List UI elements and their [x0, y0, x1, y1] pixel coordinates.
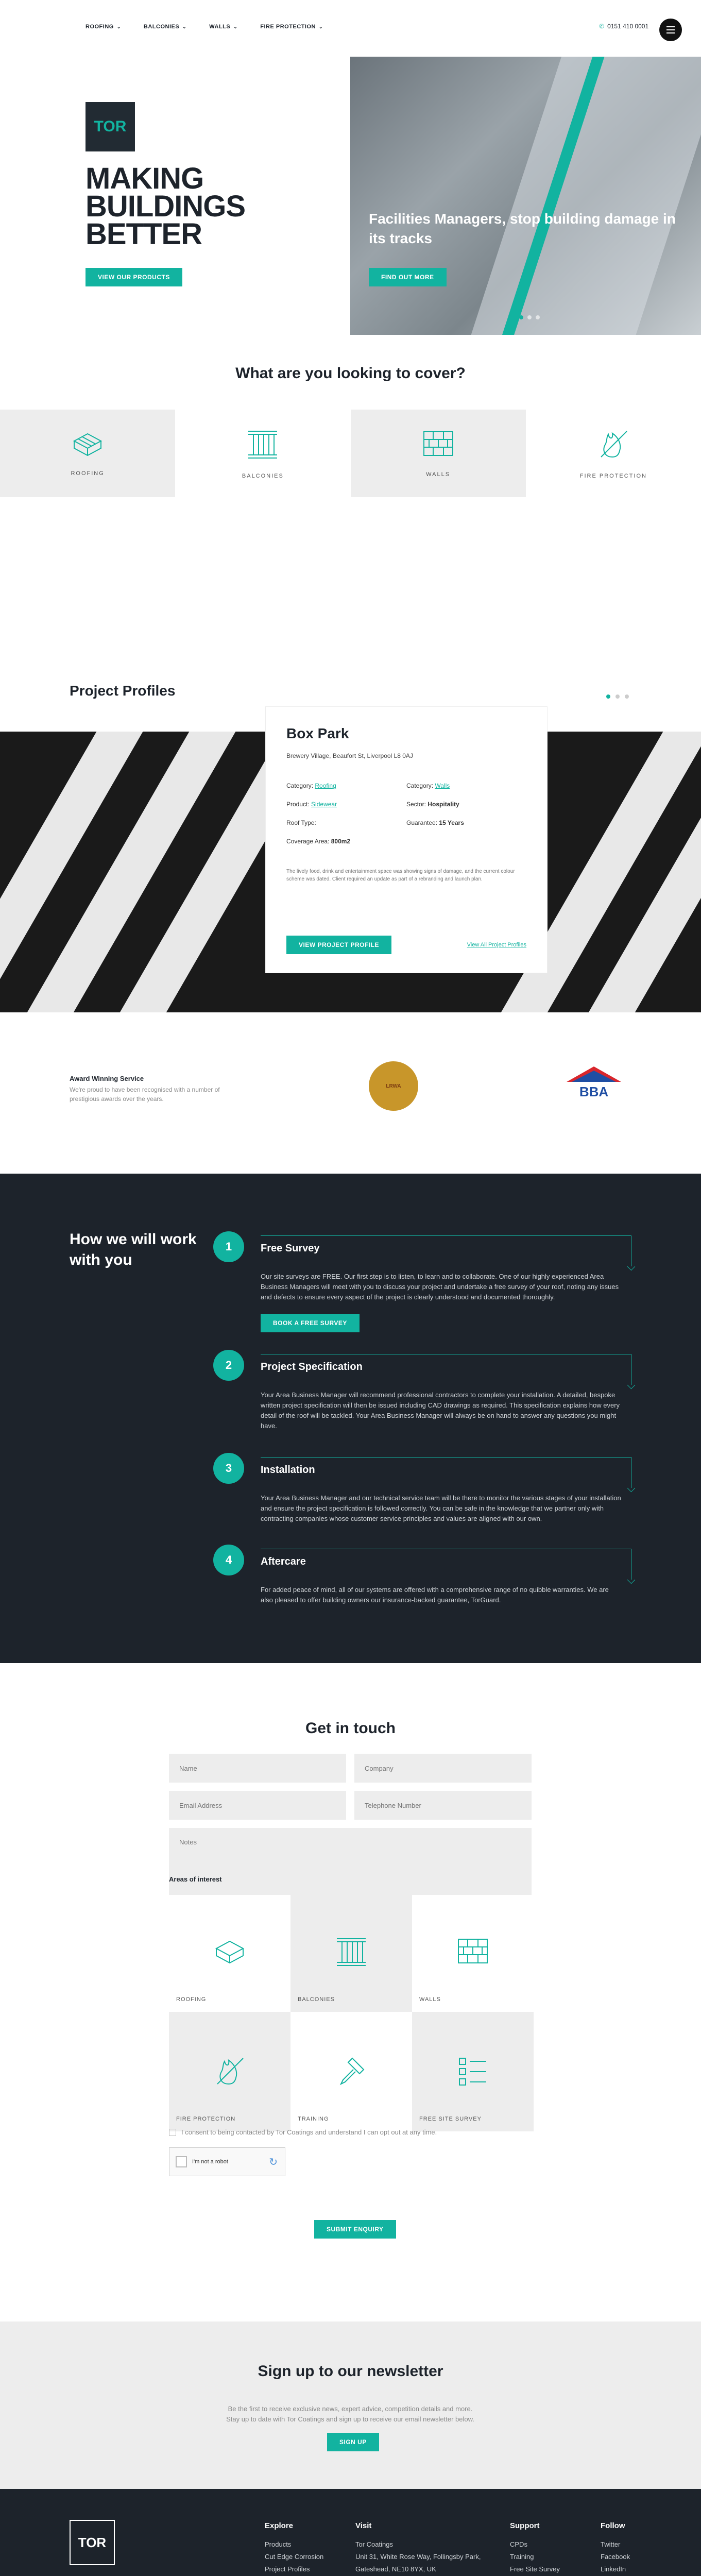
footer-link[interactable]: Training [510, 2553, 534, 2561]
view-project-button[interactable]: VIEW PROJECT PROFILE [286, 936, 391, 954]
project-dots [606, 694, 629, 699]
fire-icon [213, 2055, 246, 2089]
nav-label: FIRE PROTECTION [260, 24, 316, 30]
step-number: 4 [213, 1545, 244, 1575]
chevron-down-icon: ⌄ [116, 24, 121, 29]
project-dot[interactable] [606, 694, 610, 699]
twitter-link[interactable]: Twitter [601, 2540, 621, 2548]
balcony-icon [246, 428, 279, 462]
nav-label: BALCONIES [143, 24, 180, 30]
how-title-line: with you [70, 1251, 132, 1268]
category-link[interactable]: Walls [435, 782, 450, 789]
find-out-more-button[interactable]: FIND OUT MORE [369, 268, 447, 286]
footer-heading: Support [510, 2521, 540, 2530]
meta-value: Hospitality [428, 801, 459, 808]
consent-text: I consent to being contacted by Tor Coatings and understand I can opt out at any time. [181, 2128, 437, 2136]
phone-link[interactable] [599, 23, 648, 30]
footer-logo[interactable]: TOR [70, 2520, 115, 2565]
project-profiles-section [0, 582, 701, 1025]
project-actions [286, 936, 526, 954]
roof-icon [213, 1938, 246, 1967]
awards-text: We're proud to have been recognised with a number of prestigious awards over the years. [70, 1086, 220, 1103]
footer-link[interactable]: Products [265, 2540, 292, 2548]
step-number: 1 [213, 1231, 244, 1262]
hero-slider [350, 57, 701, 335]
recaptcha-icon: ↻ [269, 2156, 278, 2168]
hero-title-line: BETTER [86, 217, 202, 251]
paint-roller-icon [335, 2054, 368, 2090]
facebook-link[interactable]: Facebook [601, 2553, 630, 2561]
phone-icon: ✆ [599, 23, 605, 30]
linkedin-link[interactable]: LinkedIn [601, 2565, 626, 2573]
meta-label: Coverage Area: [286, 838, 330, 845]
address-line: Unit 31, White Rose Way, Follingsby Park, [355, 2553, 481, 2561]
cover-roofing[interactable] [0, 410, 175, 497]
step-title: Project Specification [261, 1361, 363, 1372]
awards-section [0, 1025, 701, 1174]
slider-dots [519, 315, 540, 319]
area-label: FREE SITE SURVEY [419, 2116, 482, 2122]
meta-label: Roof Type: [286, 819, 316, 826]
hero-title-line: BUILDINGS [86, 190, 245, 223]
hero [0, 57, 701, 337]
nav-label: ROOFING [86, 24, 114, 30]
company-field[interactable] [354, 1754, 532, 1783]
book-survey-button[interactable]: BOOK A FREE SURVEY [261, 1314, 360, 1332]
nav-label: WALLS [209, 24, 231, 30]
award-label: LRWA [386, 1083, 401, 1089]
tor-logo[interactable] [86, 102, 135, 151]
checkbox-box[interactable] [169, 2129, 176, 2136]
chevron-down-icon: ⌄ [319, 24, 323, 29]
recaptcha-label: I'm not a robot [192, 2159, 228, 2165]
cover-balconies[interactable] [175, 410, 350, 497]
bba-text: BBA [579, 1084, 609, 1099]
logo-text: TOR [94, 118, 127, 135]
newsletter-title: Sign up to our newsletter [258, 2363, 443, 2380]
cover-label: ROOFING [71, 470, 105, 477]
step-title: Installation [261, 1464, 315, 1476]
email-field[interactable] [169, 1791, 346, 1820]
hamburger-icon [666, 26, 675, 27]
step-title: Free Survey [261, 1243, 320, 1254]
area-label: WALLS [419, 1996, 441, 2003]
chevron-down-icon: ⌄ [233, 24, 238, 29]
meta-label: Guarantee: [406, 819, 438, 826]
cover-walls[interactable] [351, 410, 526, 497]
roof-icon [71, 431, 104, 459]
phone-number: 0151 410 0001 [607, 23, 649, 30]
footer-link[interactable]: Cut Edge Corrosion [265, 2553, 324, 2561]
site-header [0, 0, 701, 57]
slider-dot[interactable] [527, 315, 532, 319]
product-link[interactable]: Sidewear [311, 801, 337, 808]
step-connector [261, 1457, 631, 1488]
project-meta [286, 782, 526, 845]
notes-field[interactable] [169, 1828, 532, 1895]
site-footer [0, 2489, 701, 2576]
checklist-icon [456, 2054, 489, 2090]
footer-heading: Follow [601, 2521, 625, 2530]
meta-value: 800m2 [331, 838, 351, 845]
main-nav [86, 24, 323, 30]
footer-heading: Explore [265, 2521, 294, 2530]
step-number: 2 [213, 1350, 244, 1381]
footer-link[interactable]: Project Profiles [265, 2565, 310, 2573]
how-we-work-section [0, 1174, 701, 1663]
wall-icon [456, 1937, 489, 1968]
balcony-icon [335, 1936, 368, 1969]
area-balconies[interactable] [290, 1892, 412, 2012]
telephone-field[interactable] [354, 1791, 532, 1820]
recaptcha-checkbox[interactable] [176, 2156, 187, 2167]
meta-label: Sector: [406, 801, 426, 808]
meta-label: Category: [286, 782, 314, 789]
step-connector [261, 1549, 631, 1580]
sign-up-button[interactable]: SIGN UP [327, 2433, 379, 2451]
footer-link[interactable]: Free Site Survey [510, 2565, 560, 2573]
wall-icon [422, 430, 455, 460]
meta-label: Product: [286, 801, 310, 808]
consent-checkbox[interactable] [169, 2128, 437, 2136]
cover-label: BALCONIES [242, 472, 284, 479]
chevron-down-icon: ⌄ [182, 24, 187, 29]
area-fire-protection[interactable] [169, 2012, 290, 2131]
slider-dot[interactable] [536, 315, 540, 319]
meta-label: Category: [406, 782, 434, 789]
newsletter-section [0, 2321, 701, 2489]
cover-fire-protection[interactable] [526, 410, 701, 497]
areas-heading: Areas of interest [169, 1875, 222, 1883]
project-address: Brewery Village, Beaufort St, Liverpool L8 0AJ [286, 752, 413, 759]
project-dot[interactable] [625, 694, 629, 699]
slider-dot[interactable] [519, 315, 523, 319]
view-products-button[interactable]: VIEW OUR PRODUCTS [86, 268, 182, 286]
hero-title [86, 162, 245, 251]
step-text: Our site surveys are FREE. Our first step is to listen, to learn and to collaborate. One of our highly experienced Area Business Managers will meet with you to discuss your project and undertake a free survey of your roof, noting any issues and defects to ensure every aspect of the project is clearly understood and documented thoroughly. [261, 1273, 619, 1301]
footer-heading: Visit [355, 2521, 372, 2530]
view-all-projects-link[interactable]: View All Project Profiles [467, 942, 526, 948]
contact-section [0, 1663, 701, 2321]
menu-button[interactable] [659, 19, 682, 41]
hero-title-line: MAKING [86, 162, 204, 195]
how-title-line: How we will work [70, 1231, 197, 1248]
cover-section [0, 337, 701, 582]
step-number: 3 [213, 1453, 244, 1484]
area-label: TRAINING [298, 2116, 329, 2122]
footer-explore [265, 2520, 323, 2576]
project-title: Box Park [286, 725, 349, 741]
area-walls[interactable] [412, 1892, 534, 2012]
footer-support [510, 2520, 568, 2576]
awards-heading: Award Winning Service [70, 1075, 144, 1082]
project-description: The lively food, drink and entertainment space was showing signs of damage, and the current colour scheme was dated. Client required an update as part of a rebranding and launch plan. [286, 869, 515, 882]
footer-follow [601, 2520, 630, 2575]
project-dot[interactable] [615, 694, 620, 699]
bba-logo [559, 1064, 628, 1111]
nav-fire-protection[interactable] [260, 24, 323, 30]
slide-caption: Facilities Managers, stop building damage in its tracks [369, 211, 676, 246]
step-text: Your Area Business Manager will recommend professional contractors to complete your installation. A detailed, bespoke written project specification will then be issued including CAD drawings as required. This specification explains how every detail of the roof will be tackled. Your Area Business Manager will always be on hand to answer any questions you might have. [261, 1391, 620, 1430]
step-text: For added peace of mind, all of our systems are offered with a comprehensive range of no quibble warranties. We are also pleased to offer building owners our insurance-backed guarantee, TorGuard. [261, 1586, 609, 1604]
step-text: Your Area Business Manager and our technical service team will be there to monitor the various stages of your installation and ensure the project specification is followed correctly. You can be safe in the knowledge that we partner only with contracting companies whose customer service principles and values are aligned with our own. [261, 1494, 621, 1522]
area-roofing[interactable] [169, 1892, 290, 2012]
recaptcha[interactable] [169, 2147, 285, 2176]
cover-label: WALLS [426, 471, 451, 478]
footer-visit [355, 2520, 481, 2576]
project-card [266, 707, 547, 973]
name-field[interactable] [169, 1754, 346, 1783]
address-line: Gateshead, NE10 8YX, UK [355, 2565, 436, 2573]
cover-options [0, 410, 701, 497]
fire-icon [597, 428, 630, 462]
projects-heading: Project Profiles [70, 683, 176, 699]
area-label: BALCONIES [298, 1996, 335, 2003]
contact-title: Get in touch [305, 1720, 396, 1737]
category-link[interactable]: Roofing [315, 782, 336, 789]
area-free-site-survey[interactable] [412, 2012, 534, 2131]
newsletter-text: Be the first to receive exclusive news, expert advice, competition details and more. Stay up to date with Tor Coatings and sign up to receive our email newsletter below. [226, 2405, 474, 2423]
nav-balconies[interactable] [144, 24, 186, 30]
address-line: Tor Coatings [355, 2540, 393, 2548]
step-title: Aftercare [261, 1556, 306, 1567]
submit-enquiry-button[interactable]: SUBMIT ENQUIRY [314, 2220, 396, 2239]
cover-title: What are you looking to cover? [235, 365, 466, 382]
area-label: ROOFING [176, 1996, 207, 2003]
nav-roofing[interactable] [86, 24, 121, 30]
how-title [70, 1229, 197, 1270]
nav-walls[interactable] [209, 24, 237, 30]
area-training[interactable] [290, 2012, 412, 2131]
footer-link[interactable]: CPDs [510, 2540, 527, 2548]
lrwa-award-badge [369, 1061, 418, 1111]
cover-label: FIRE PROTECTION [579, 472, 647, 479]
meta-value: 15 Years [439, 819, 464, 826]
area-label: FIRE PROTECTION [176, 2116, 236, 2122]
